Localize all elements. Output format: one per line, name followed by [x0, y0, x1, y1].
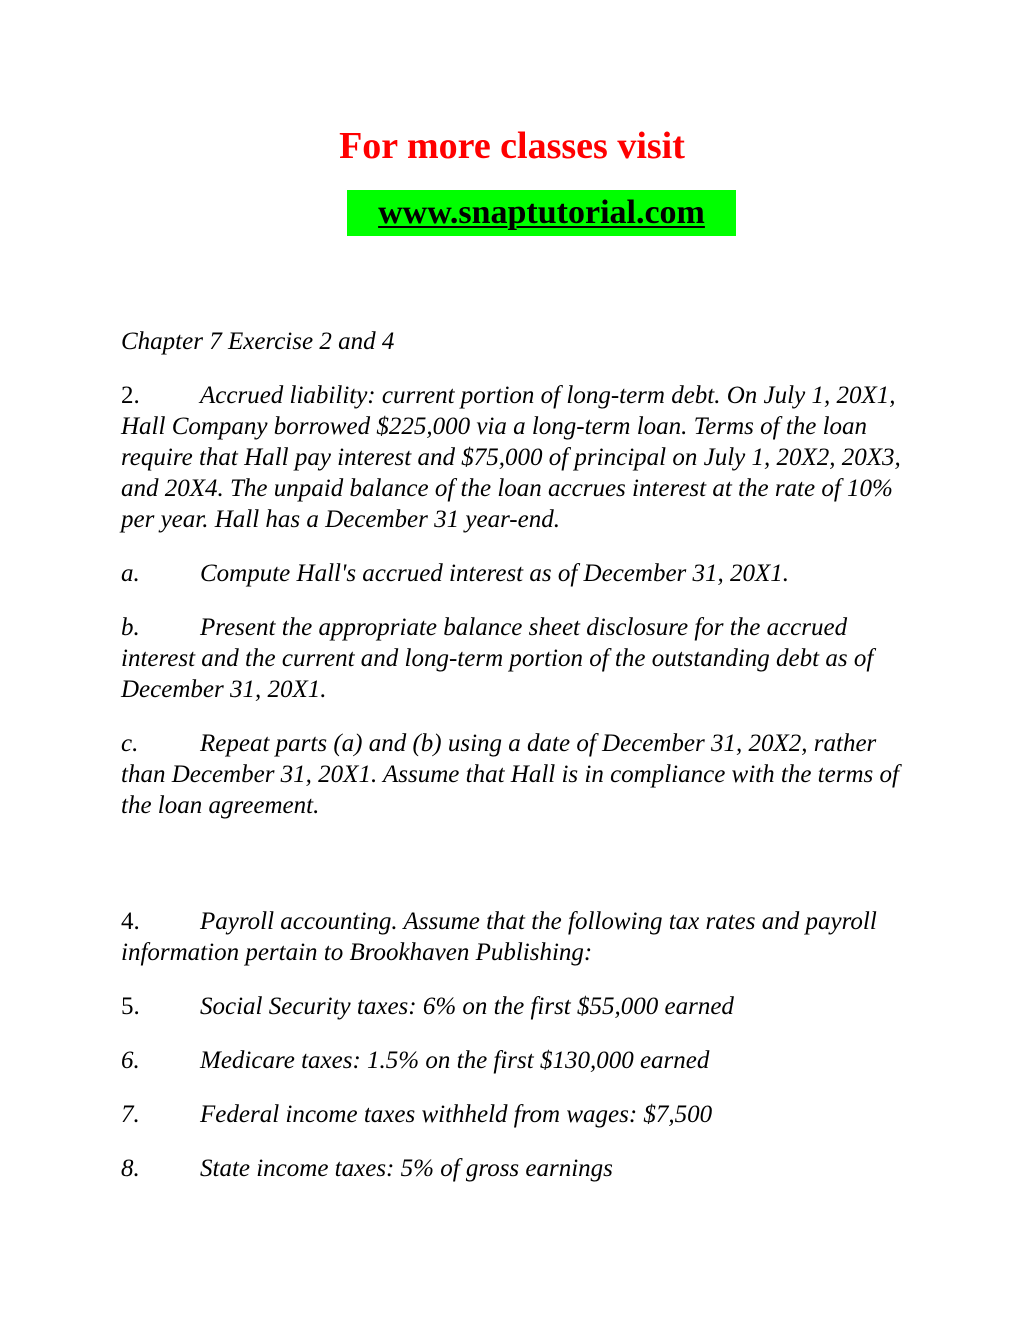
list-item-number: 5. — [121, 993, 140, 1020]
part-a — [121, 558, 911, 589]
list-item-8 — [121, 1153, 911, 1184]
part-text: Compute Hall's accrued interest as of December 31, 20X1. — [200, 560, 790, 587]
exercise-number: 4. — [121, 908, 140, 935]
part-b — [121, 612, 911, 705]
part-c — [121, 728, 911, 821]
list-item-5 — [121, 991, 911, 1022]
part-text: Present the appropriate balance sheet disclosure for the accrued interest and the current and long-term portion of the outstanding debt as of December 31, 20X1. — [121, 614, 874, 703]
exercise-4 — [121, 906, 911, 968]
list-item-6 — [121, 1045, 911, 1076]
part-text: Repeat parts (a) and (b) using a date of December 31, 20X2, rather than December 31, 20X1. Assume that Hall is in compliance with the terms of the loan agreement. — [121, 730, 899, 819]
promo-link[interactable]: www.snaptutorial.com — [378, 194, 705, 231]
promo-link-highlight — [347, 190, 736, 236]
list-item-text: Social Security taxes: 6% on the first $55,000 earned — [200, 993, 734, 1020]
document-body — [121, 326, 911, 1207]
exercise-2 — [121, 380, 911, 535]
list-item-number: 6. — [121, 1047, 140, 1074]
list-item-text: State income taxes: 5% of gross earnings — [200, 1155, 613, 1182]
part-label: a. — [121, 560, 140, 587]
part-label: b. — [121, 614, 140, 641]
chapter-heading: Chapter 7 Exercise 2 and 4 — [121, 328, 395, 355]
exercise-number: 2. — [121, 382, 140, 409]
list-item-7 — [121, 1099, 911, 1130]
section-spacer — [121, 844, 911, 906]
list-item-number: 7. — [121, 1101, 140, 1128]
list-item-text: Medicare taxes: 1.5% on the first $130,000 earned — [200, 1047, 710, 1074]
list-item-number: 8. — [121, 1155, 140, 1182]
part-label: c. — [121, 730, 139, 757]
list-item-text: Federal income taxes withheld from wages: $7,500 — [200, 1101, 713, 1128]
promo-title: For more classes visit — [339, 125, 685, 167]
exercise-text: Accrued liability: current portion of long-term debt. On July 1, 20X1, Hall Company borrowed $225,000 via a long-term loan. Terms of the loan require that Hall pay interest and $75,000 of principal on July 1, 20X2, 20X3, and 20X4. The unpaid balance of the loan accrues interest at the rate of 10% per year. Hall has a December 31 year-end. — [121, 382, 901, 533]
exercise-text: Payroll accounting. Assume that the following tax rates and payroll information pertain to Brookhaven Publishing: — [121, 908, 877, 966]
